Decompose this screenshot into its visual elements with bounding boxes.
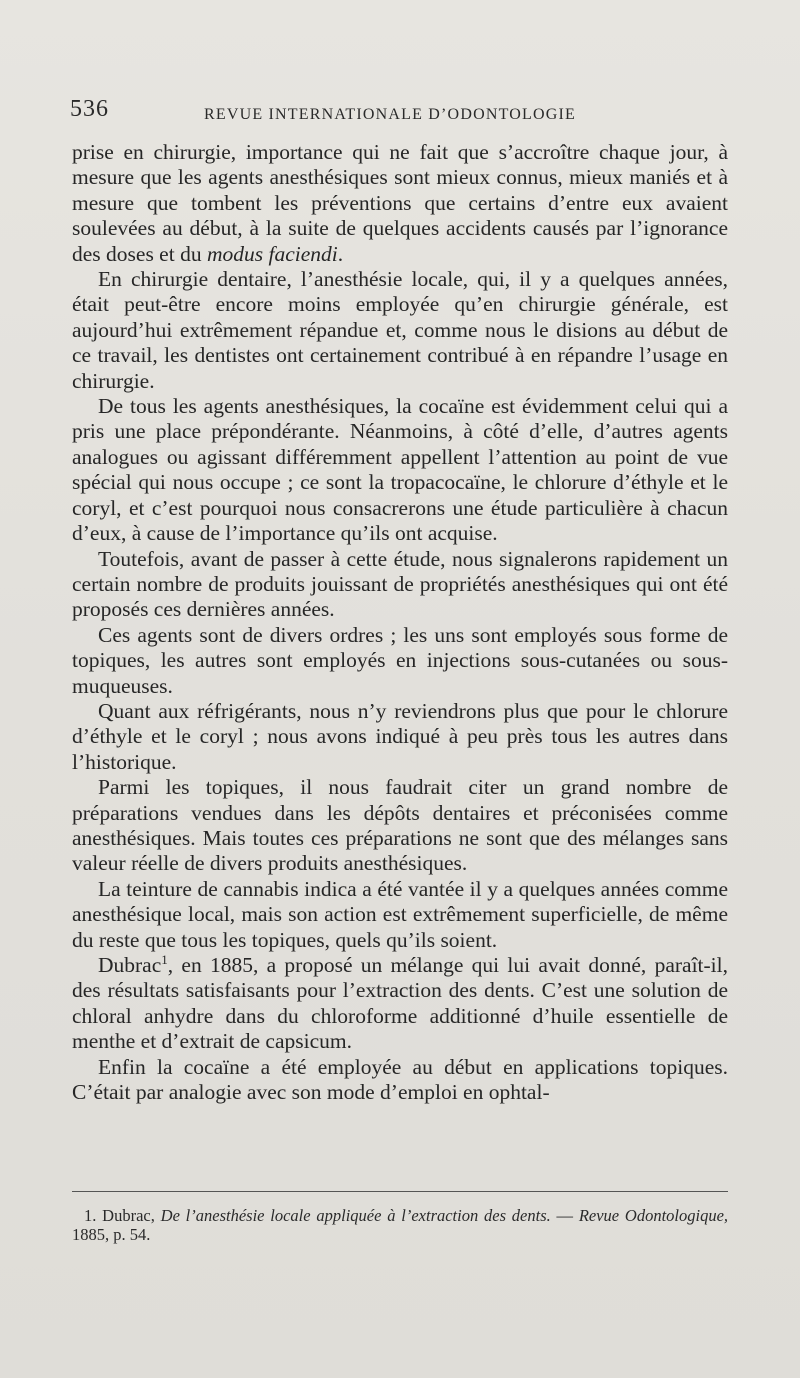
footnote (72, 1206, 728, 1244)
paragraph (72, 953, 728, 1055)
footnote-divider (72, 1191, 728, 1192)
paragraph: De tous les agents anesthésiques, la cocaïne est évidemment celui qui a pris une place prépondérante. Néanmoins, à côté d’elle, d’autres agents analogues ou agissant différemment appellent l’attention au point de vue spécial qui nous occupe ; ce sont la tropacocaïne, le chlorure d’éthyle et le coryl, et c’est pourquoi nous consacrerons une étude particulière à chacun d’eux, à cause de l’importance qu’ils ont acquise. (72, 394, 728, 546)
footnote-author: Dubrac, (102, 1206, 155, 1225)
footnote-number: 1. (84, 1206, 97, 1225)
footnote-details: 1885, p. 54. (72, 1225, 151, 1244)
footnote-title: De l’anesthésie locale appliquée à l’extraction des dents. (160, 1206, 551, 1225)
footnote-journal: Revue Odontologique, (578, 1206, 729, 1225)
paragraph: Parmi les topiques, il nous faudrait citer un grand nombre de préparations vendues dans les dépôts dentaires et préconisées comme anesthésiques. Mais toutes ces préparations ne sont que des mélanges sans valeur réelle de divers produits anesthésiques. (72, 775, 728, 876)
paragraph-text: Dubrac (98, 953, 162, 977)
paragraph: En chirurgie dentaire, l’anesthésie locale, qui, il y a quelques années, était peut-être encore moins employée qu’en chirurgie générale, est aujourd’hui extrêmement répandue et, comme nous le disions au début de ce travail, les dentistes ont certainement contribué à en répandre l’usage en chirurgie. (72, 267, 728, 393)
footnote-dash: — (550, 1206, 579, 1225)
running-title: REVUE INTERNATIONALE D’ODONTOLOGIE (204, 106, 577, 123)
italic-phrase: modus faciendi (206, 241, 338, 266)
paragraph-text: , en 1885, a proposé un mélange qui lui avait donné, paraît-il, des résultats satisfaisants pour l’extraction des dents. C’est une solution de chloral anhydre dans du chloroforme additionné d’huile essentielle de menthe et d’extrait de capsicum. (72, 953, 728, 1054)
paragraph: La teinture de cannabis indica a été vantée il y a quelques années comme anesthésique local, mais son action est extrêmement superficielle, de même du reste que tous les topiques, quels qu’ils soient. (72, 876, 728, 952)
page-header (70, 96, 730, 130)
paragraph-text: prise en chirurgie, importance qui ne fait que s’accroître chaque jour, à mesure que les agents anesthésiques sont mieux connus, mieux maniés et à mesure que tombent les préventions que certains d’entre eux avaient soulevées au début, à la suite de quelques accidents causés par l’ignorance des doses et du (72, 140, 728, 266)
paragraph (72, 140, 728, 267)
paragraph: Quant aux réfrigérants, nous n’y reviendrons plus que pour le chlorure d’éthyle et le coryl ; nous avons indiqué à peu près tous les autres dans l’historique. (72, 698, 728, 774)
page-number: 536 (70, 96, 109, 122)
body-text (72, 140, 728, 1105)
footnote-reference: 1 (161, 951, 168, 967)
paragraph: Ces agents sont de divers ordres ; les uns sont employés sous forme de topiques, les autres sont employés en injections sous-cutanées ou sous-muqueuses. (72, 622, 728, 698)
paragraph: Enfin la cocaïne a été employée au début en applications topiques. C’était par analogie avec son mode d’emploi en ophtal- (72, 1054, 728, 1105)
paragraph: Toutefois, avant de passer à cette étude, nous signalerons rapidement un certain nombre de produits jouissant de propriétés anesthésiques qui ont été proposés ces dernières années. (72, 546, 728, 622)
paragraph-text: . (337, 241, 344, 266)
